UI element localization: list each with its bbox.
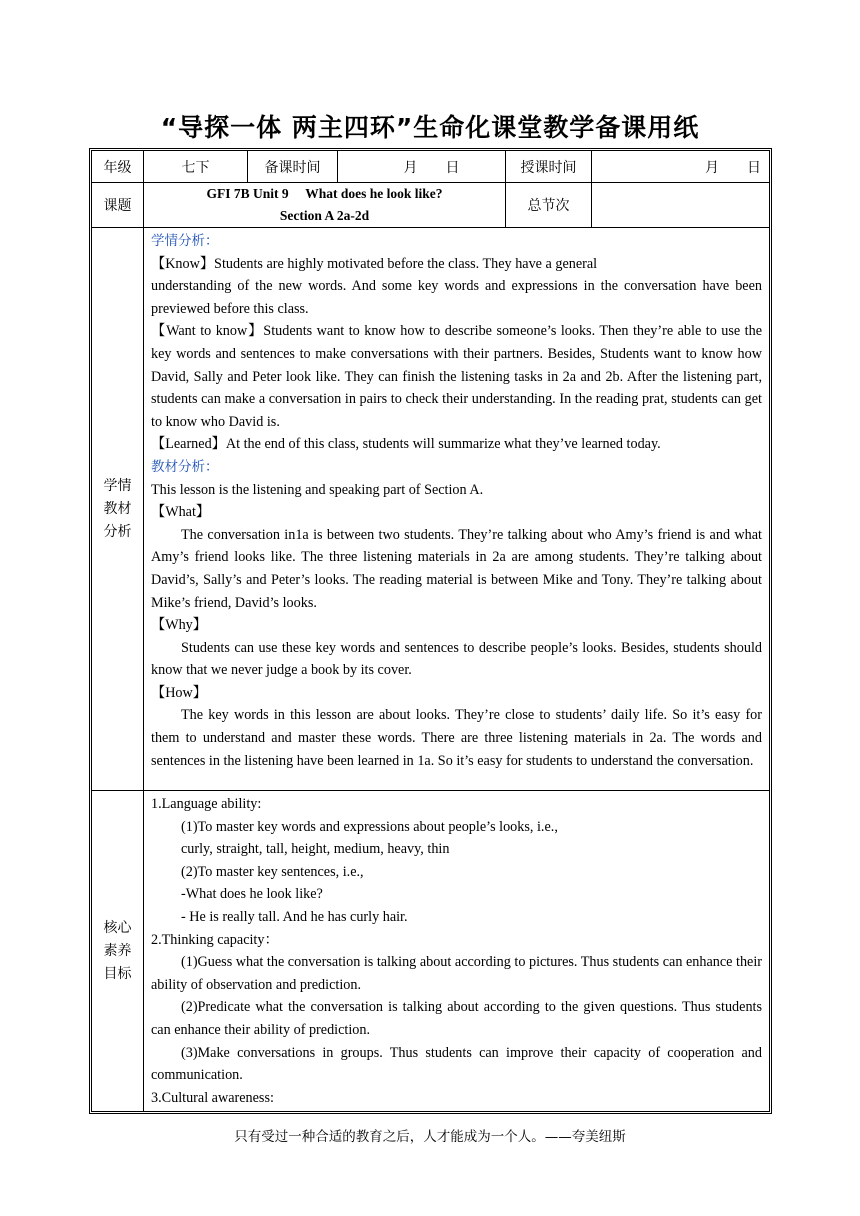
how-paragraph: The key words in this lesson are about looks. They’re close to students’ daily life. So it’s easy for them to understand and master these words. There are three listening materials in 2a. The words and sentences in the listening have been learned in 1a. So it’s easy for students to understand the conversation. xyxy=(151,707,762,769)
want-paragraph: 【Want to know】Students want to know how to describe someone’s looks. Then they’re able to use the key words and sentences to make conversations with their partners. Besides, Students want to know how David, Sally and Peter look like. They can finish the listening tasks in 2a and 2b. After the listening part, students can make a conversation in pairs to check their understanding. In the reading prat, students can get to know who David is. xyxy=(151,323,762,430)
know-paragraph: 【Know】Students are highly motivated before the class. They have a general xyxy=(151,255,598,272)
grade-label: 年级 xyxy=(92,151,144,183)
goals-label-line: 目标 xyxy=(103,965,132,982)
why-label: 【Why】 xyxy=(151,617,207,634)
analysis-label xyxy=(92,228,144,791)
teach-time-label: 授课时间 xyxy=(506,151,592,183)
page-title: “导探一体 两主四环”生命化课堂教学备课用纸 xyxy=(160,113,700,142)
cultural-heading: 3.Cultural awareness: xyxy=(151,1089,274,1106)
language-question: -What does he look like? xyxy=(181,886,323,903)
grade-value: 七下 xyxy=(144,151,248,183)
topic-value xyxy=(144,183,506,228)
thinking-heading: 2.Thinking capacity： xyxy=(151,931,279,948)
topic-label: 课题 xyxy=(92,183,144,228)
how-label: 【How】 xyxy=(151,684,207,701)
language-heading: 1.Language ability: xyxy=(151,796,262,812)
material-intro: This lesson is the listening and speaking part of Section A. xyxy=(151,481,484,498)
thinking-item-1: (1)Guess what the conversation is talking about according to pictures. Thus students can enhance their ability of observation and prediction. xyxy=(151,954,762,993)
goals-label-line: 素养 xyxy=(103,942,132,959)
language-item-2: (2)To master key sentences, i.e., xyxy=(181,863,364,880)
analysis-label-line: 分析 xyxy=(103,523,132,540)
what-label: 【What】 xyxy=(151,504,211,521)
prep-time-value: 月 日 xyxy=(338,151,506,183)
periods-label: 总节次 xyxy=(506,183,592,228)
know-continued: understanding of the new words. And some key words and expressions in the conversation have been previewed before this class. xyxy=(151,278,762,317)
prep-time-label: 备课时间 xyxy=(248,151,338,183)
analysis-row xyxy=(92,228,770,791)
thinking-item-3: (3)Make conversations in groups. Thus students can improve their capacity of cooperation and communication. xyxy=(151,1044,762,1084)
analysis-label-line: 学情 xyxy=(103,477,132,494)
header-row xyxy=(92,151,770,183)
analysis-content xyxy=(144,228,770,791)
goals-row xyxy=(92,791,770,1112)
periods-value xyxy=(592,183,770,228)
lesson-plan-table xyxy=(91,150,770,1112)
goals-label-line: 核心 xyxy=(103,919,132,936)
material-analysis-heading: 教材分析： xyxy=(151,458,219,475)
language-item-1: (1)To master key words and expressions about people’s looks, i.e., xyxy=(181,818,558,835)
language-words: curly, straight, tall, height, medium, heavy, thin xyxy=(181,841,450,858)
why-paragraph: Students can use these key words and sentences to describe people’s looks. Besides, students should know that we never judge a book by its cover. xyxy=(151,639,762,679)
footer-quote: 只有受过一种合适的教育之后，人才能成为一个人。——夸美纽斯 xyxy=(234,1129,626,1145)
topic-line-2: Section A 2a-2d xyxy=(279,208,370,223)
learned-paragraph: 【Learned】At the end of this class, students will summarize what they’ve learned today. xyxy=(151,436,661,453)
topic-row xyxy=(92,183,770,228)
goals-content xyxy=(144,791,770,1112)
goals-label xyxy=(92,791,144,1112)
language-answer: - He is really tall. And he has curly hair. xyxy=(181,908,408,925)
student-analysis-heading: 学情分析： xyxy=(151,233,219,249)
analysis-label-line: 教材 xyxy=(103,500,132,517)
teach-time-value: 月 日 xyxy=(592,151,770,183)
what-paragraph: The conversation in1a is between two students. They’re talking about who Amy’s friend is and what Amy’s friend looks like. The three listening materials in 2a are among students. They’re talking about David’s, Sally’s and Peter’s looks. The reading material is between Mike and Tony. They’re talking about Mike’s friend, David’s looks. xyxy=(151,526,762,611)
topic-line-1: GFI 7B Unit 9 What does he look like? xyxy=(206,186,443,201)
thinking-item-2: (2)Predicate what the conversation is talking about according to the given questions. Thus students can enhance their ability of prediction. xyxy=(151,999,762,1038)
